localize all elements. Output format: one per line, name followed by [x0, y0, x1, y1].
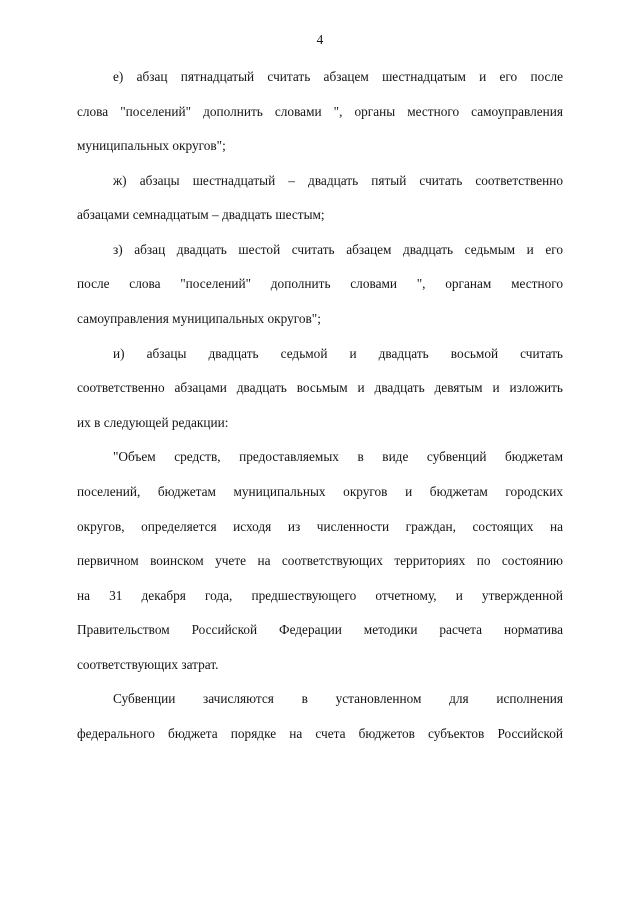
text-line: абзацами семнадцатым – двадцать шестым;	[77, 207, 325, 223]
paragraph	[77, 60, 563, 164]
text-line: федерального бюджета порядке на счета бюджетов субъектов Российской	[77, 725, 563, 741]
text-line: Субвенции зачисляются в установленном для исполнения	[113, 691, 563, 707]
text-line: округов, определяется исходя из численности граждан, состоящих на	[77, 518, 563, 534]
paragraph	[77, 337, 563, 441]
text-line: "Объем средств, предоставляемых в виде субвенций бюджетам	[113, 449, 563, 465]
paragraph	[77, 233, 563, 337]
text-line: соответствующих затрат.	[77, 656, 219, 672]
text-line: после слова "поселений" дополнить словами ", органам местного	[77, 276, 563, 292]
paragraph	[77, 164, 563, 233]
document-body	[77, 60, 563, 752]
text-line: е) абзац пятнадцатый считать абзацем шестнадцатым и его после	[113, 69, 563, 84]
text-line: Правительством Российской Федерации методики расчета норматива	[77, 622, 563, 638]
text-line: их в следующей редакции:	[77, 414, 229, 430]
paragraph	[77, 440, 563, 682]
text-line: на 31 декабря года, предшествующего отчетному, и утвержденной	[77, 587, 563, 603]
page-number: 4	[316, 32, 324, 47]
text-line: ж) абзацы шестнадцатый – двадцать пятый считать соответственно	[113, 172, 563, 188]
text-line: муниципальных округов";	[77, 138, 226, 154]
text-line: и) абзацы двадцать седьмой и двадцать восьмой считать	[113, 345, 563, 361]
text-line: самоуправления муниципальных округов";	[77, 311, 321, 327]
text-line: слова "поселений" дополнить словами ", органы местного самоуправления	[77, 103, 563, 119]
text-line: поселений, бюджетам муниципальных округов и бюджетам городских	[77, 483, 563, 499]
paragraph	[77, 682, 563, 751]
text-line: первичном воинском учете на соответствующих территориях по состоянию	[77, 553, 563, 569]
text-line: з) абзац двадцать шестой считать абзацем двадцать седьмым и его	[113, 241, 563, 257]
text-line: соответственно абзацами двадцать восьмым и двадцать девятым и изложить	[77, 380, 563, 396]
